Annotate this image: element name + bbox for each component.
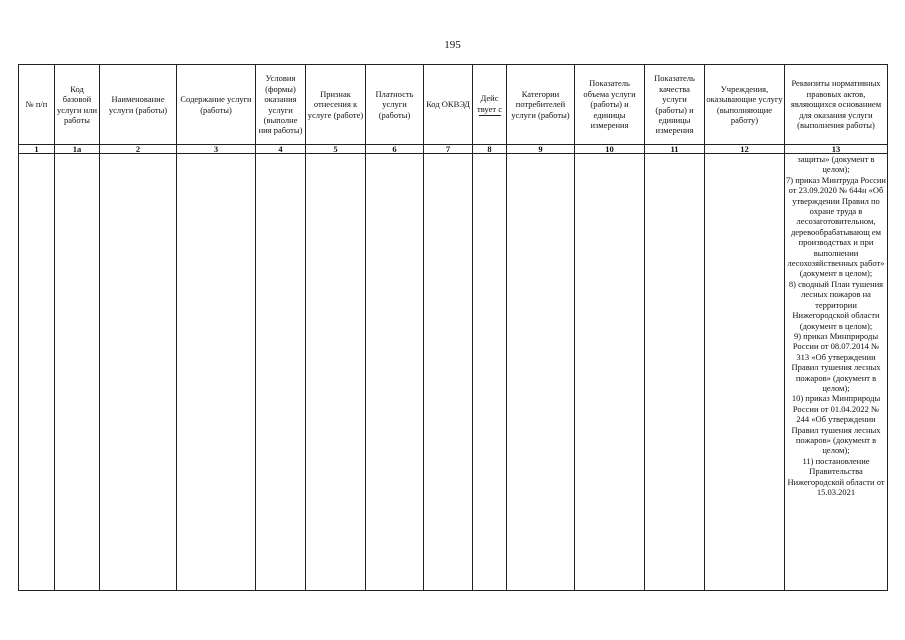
- table-cell: [575, 154, 645, 591]
- header-cell-volume-indicator: Показатель объема услуги (работы) и единицы измерения: [575, 65, 645, 145]
- blank-line: [479, 115, 501, 116]
- table-cell: [256, 154, 306, 591]
- table-cell: [366, 154, 424, 591]
- table-cell: [19, 154, 55, 591]
- header-row: [19, 65, 888, 145]
- header-cell-payment: Платность услуги (работы): [366, 65, 424, 145]
- table-row: [19, 154, 888, 591]
- column-number: 1: [19, 145, 55, 154]
- column-number: 12: [705, 145, 785, 154]
- page-number: 195: [444, 39, 461, 51]
- table-cell: [507, 154, 575, 591]
- table-cell: [424, 154, 473, 591]
- column-number: 4: [256, 145, 306, 154]
- column-number: 2: [100, 145, 177, 154]
- header-cell-okved: Код ОКВЭД: [424, 65, 473, 145]
- header-cell-base-code: Код базовой услуги или работы: [55, 65, 100, 145]
- header-cell-conditions: Условия (формы) оказания услуги (выполне ния работы): [256, 65, 306, 145]
- header-cell-service-content: Содержание услуги (работы): [177, 65, 256, 145]
- column-number: 5: [306, 145, 366, 154]
- header-cell-num: № п/п: [19, 65, 55, 145]
- table-cell: [645, 154, 705, 591]
- header-cell-quality-indicator: Показатель качества услуги (работы) и единицы измерения: [645, 65, 705, 145]
- header-cell-valid-from: [473, 65, 507, 145]
- column-number: 9: [507, 145, 575, 154]
- column-number: 11: [645, 145, 705, 154]
- header-cell-consumers: Категории потребителей услуги (работы): [507, 65, 575, 145]
- table-cell: [55, 154, 100, 591]
- table-cell: [473, 154, 507, 591]
- column-number: 3: [177, 145, 256, 154]
- header-cell-valid-from-label: Дейс твует с: [477, 93, 502, 114]
- table-cell: [177, 154, 256, 591]
- table-cell: [705, 154, 785, 591]
- column-number: 13: [785, 145, 888, 154]
- column-number: 10: [575, 145, 645, 154]
- column-number: 7: [424, 145, 473, 154]
- header-cell-legal-acts: Реквизиты нормативных правовых актов, являющихся основанием для оказания услуги (выполнения работы): [785, 65, 888, 145]
- header-cell-attribute: Признак отнесения к услуге (работе): [306, 65, 366, 145]
- table-cell: [100, 154, 177, 591]
- column-number: 1а: [55, 145, 100, 154]
- column-number: 8: [473, 145, 507, 154]
- services-register-table: [18, 64, 888, 591]
- legal-acts-cell: защиты» (документ в целом); 7) приказ Минтруда России от 23.09.2020 № 644н «Об утверждении Правил по охране труда в лесозаготовительном, деревообрабатывающ ем производствах и при выполнении лесохозяйственных работ» (документ в целом); 8) сводный План тушения лесных пожаров на территории Нижегородской области (документ в целом); 9) приказ Минприроды России от 08.07.2014 № 313 «Об утверждении Правил тушения лесных пожаров» (документ в целом); 10) приказ Минприроды России от 01.04.2022 № 244 «Об утверждении Правил тушения лесных пожаров» (документ в целом); 11) постановление Правительства Нижегородской области от 15.03.2021: [785, 154, 888, 591]
- column-number-row: [19, 145, 888, 154]
- column-number: 6: [366, 145, 424, 154]
- header-cell-service-name: Наименование услуги (работы): [100, 65, 177, 145]
- table-cell: [306, 154, 366, 591]
- header-cell-institutions: Учреждения, оказывающие услугу (выполняющие работу): [705, 65, 785, 145]
